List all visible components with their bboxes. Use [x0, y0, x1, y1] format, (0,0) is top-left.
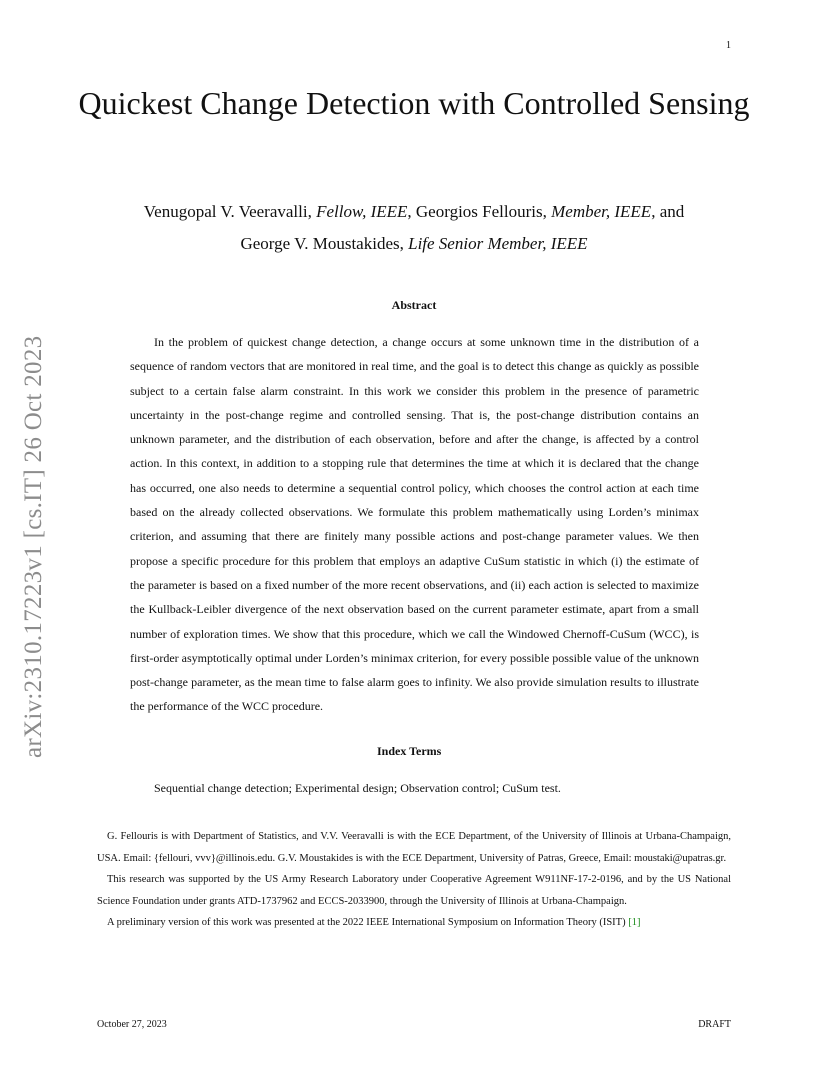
author-1-role: Fellow, IEEE [316, 202, 408, 221]
author-2-name: , Georgios Fellouris, [407, 202, 547, 221]
index-terms-heading: Index Terms [377, 744, 442, 758]
footnote-preliminary [97, 912, 731, 934]
footer-draft-label: DRAFT [698, 1019, 731, 1030]
abstract-body [130, 330, 699, 719]
paper-title: Quickest Change Detection with Controlled Sensing [78, 85, 750, 121]
footer-date: October 27, 2023 [97, 1019, 167, 1030]
footnote-funding: This research was supported by the US Army Research Laboratory under Cooperative Agreement W911NF-17-2-0196, and by the US National Science Foundation under grants ATD-1737962 and ECCS-2033900, through the University of Illinois at Urbana-Champaign. [97, 874, 731, 907]
citation-link[interactable]: [1] [628, 917, 641, 929]
author-2-role: Member, IEEE [551, 202, 652, 221]
author-1-name: Venugopal V. Veeravalli, [143, 202, 312, 221]
index-terms-text: Sequential change detection; Experimental design; Observation control; CuSum test. [154, 781, 561, 795]
arxiv-side-stamp: arXiv:2310.17223v1 [cs.IT] 26 Oct 2023 [20, 335, 47, 758]
author-3-role: Life Senior Member, IEEE [408, 234, 588, 253]
author-list [60, 196, 768, 260]
abstract-heading: Abstract [391, 298, 437, 312]
footnotes [97, 826, 731, 934]
author-3-name: George V. Moustakides, [240, 234, 404, 253]
author-2-tail: , and [651, 202, 685, 221]
footnote-affiliation: G. Fellouris is with Department of Statistics, and V.V. Veeravalli is with the ECE Department, of the University of Illinois at Urbana-Champaign, USA. Email: {fellouri, vvv}@illinois.edu. G.V. Moustakides is with the ECE Department, University of Patras, Greece, Email: moustaki@upatras.gr. [97, 831, 731, 864]
abstract-text: In the problem of quickest change detection, a change occurs at some unknown time in the distribution of a sequence of random vectors that are monitored in real time, and the goal is to detect this change as quickly as possible subject to a certain false alarm constraint. In this work we consider this problem in the presence of parametric uncertainty in the post-change regime and controlled sensing. That is, the post-change distribution contains an unknown parameter, and the distribution of each observation, before and after the change, is affected by a control action. In this context, in addition to a stopping rule that determines the time at which it is declared that the change has occurred, one also needs to determine a sequential control policy, which chooses the control action at each time based on the already collected observations. We formulate this problem mathematically using Lorden’s minimax criterion, and assuming that there are finitely many possible actions and post-change parameter values. We then propose a specific procedure for this problem that employs an adaptive CuSum statistic in which (i) the estimate of the parameter is based on a fixed number of the more recent observations, and (ii) each action is selected to maximize the Kullback-Leibler divergence of the next observation based on the current parameter estimate, apart from a small number of exploration times. We show that this procedure, which we call the Windowed Chernoff-CuSum (WCC), is first-order asymptotically optimal under Lorden’s minimax criterion, for every possible possible value of the unknown post-change parameter, as the mean time to false alarm goes to infinity. We also provide simulation results to illustrate the performance of the WCC procedure. [130, 335, 699, 714]
page-number: 1 [726, 40, 731, 51]
footnote-preliminary-text: A preliminary version of this work was presented at the 2022 IEEE International Symposium on Information Theory (ISIT) [107, 917, 629, 929]
